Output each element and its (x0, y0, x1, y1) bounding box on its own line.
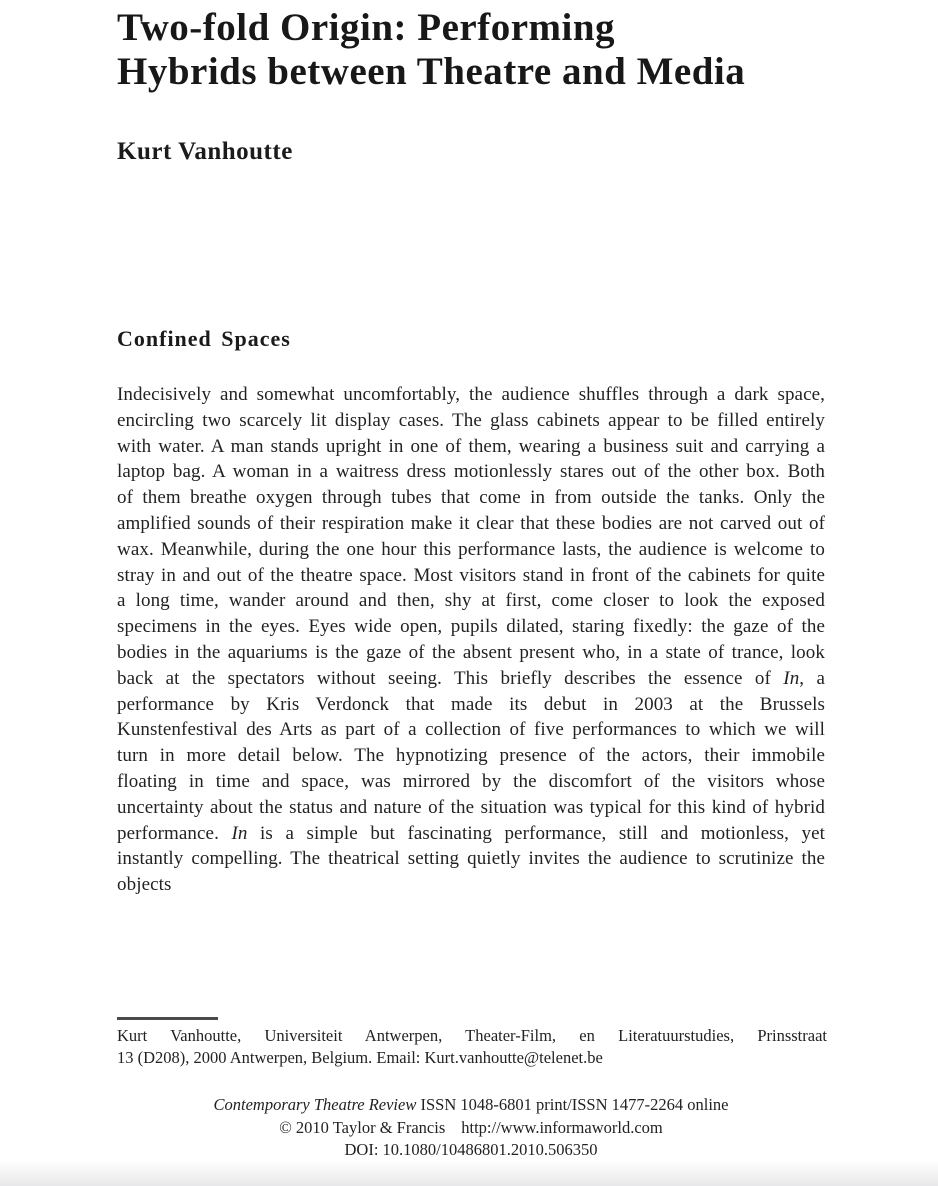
footnote-line-1: Kurt Vanhoutte, Universiteit Antwerpen, Theater-Film, en Literatuurstudies, Prinsstraat (117, 1026, 827, 1045)
copyright-line (117, 1117, 825, 1140)
body-segment-2: , a performance by Kris Verdonck that made its debut in 2003 at the Brussels Kunstenfestival des Arts as part of a collection of five performances to which we will turn in more detail below. The hypnotizing presence of the actors, their immobile floating in time and space, was mirrored by the discomfort of the visitors whose uncertainty about the status and nature of the situation was typical for this kind of hybrid performance. (117, 667, 825, 844)
issn-line (117, 1094, 825, 1117)
body-paragraph (117, 382, 825, 898)
issn-text: ISSN 1048-6801 print/ISSN 1477-2264 online (416, 1095, 729, 1114)
page-title (117, 6, 745, 94)
title-line-2: Hybrids between Theatre and Media (117, 50, 746, 93)
doi-line: DOI: 10.1080/10486801.2010.506350 (344, 1140, 598, 1159)
body-segment-italic-1: In (783, 667, 800, 689)
journal-imprint (117, 1094, 825, 1162)
footnote-text (117, 1025, 827, 1069)
body-segment-italic-2: In (231, 822, 248, 844)
author-name: Kurt Vanhoutte (117, 138, 293, 165)
footnote-rule (117, 1017, 218, 1020)
title-line-1: Two-fold Origin: Performing (117, 6, 616, 49)
section-heading: Confined Spaces (117, 326, 291, 351)
footnote-line-2: 13 (D208), 2000 Antwerpen, Belgium. Email: Kurt.vanhoutte@telenet.be (117, 1048, 603, 1067)
publisher-url: http://www.informaworld.com (461, 1117, 663, 1137)
body-segment-3: is a simple but fascinating performance, still and motionless, yet instantly compelling. The theatrical setting quietly invites the audience to scrutinize the objects (117, 822, 825, 896)
journal-name: Contemporary Theatre Review (213, 1095, 417, 1114)
body-segment-1: Indecisively and somewhat uncomfortably, the audience shuffles through a dark space, encircling two scarcely lit display cases. The glass cabinets appear to be filled entirely with water. A man stands upright in one of them, wearing a business suit and carrying a laptop bag. A woman in a waitress dress motionlessly stares out of the other box. Both of them breathe oxygen through tubes that come in from outside the tanks. Only the amplified sounds of their respiration make it clear that these bodies are not carved out of wax. Meanwhile, during the one hour this performance lasts, the audience is welcome to stray in and out of the theatre space. Most visitors stand in front of the cabinets for quite a long time, wander around and then, shy at first, come closer to look the exposed specimens in the eyes. Eyes wide open, pupils dilated, staring fixedly: the gaze of the bodies in the aquariums is the gaze of the absent present who, in a state of trance, look back at the spectators without seeing. This briefly describes the essence of (117, 384, 825, 689)
copyright-text: © 2010 Taylor & Francis (279, 1117, 446, 1137)
page-edge-shadow (0, 1160, 938, 1186)
